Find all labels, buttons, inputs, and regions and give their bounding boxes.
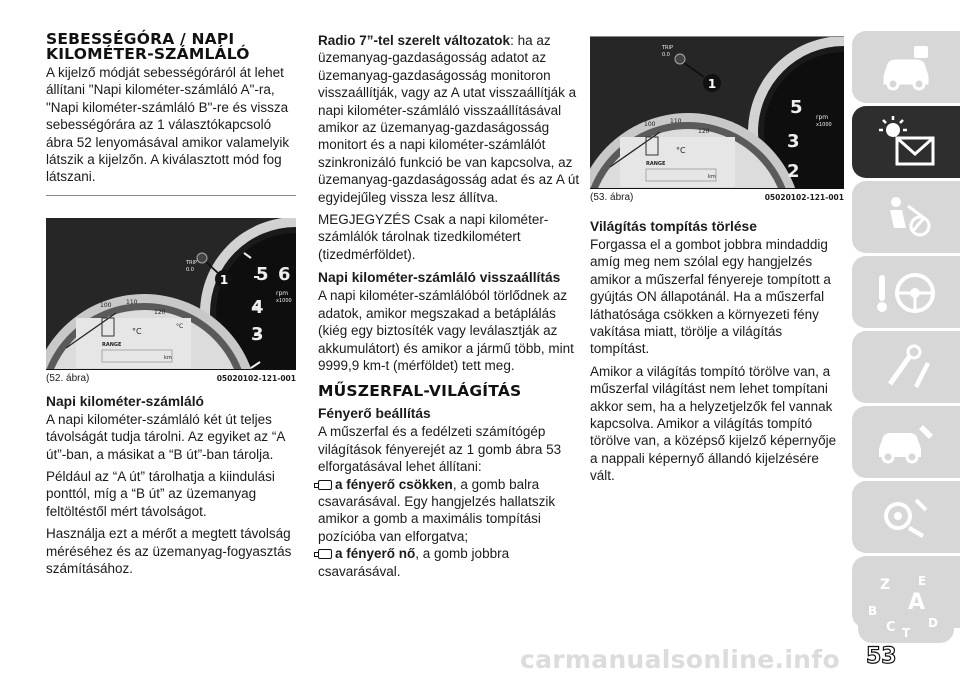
index-letter-b: B bbox=[868, 604, 878, 618]
rpm-tick-5: 5 bbox=[790, 97, 803, 118]
bullet-increase-bold: a fényerő nő bbox=[335, 546, 416, 562]
sidebar-tab-emergency[interactable] bbox=[852, 331, 960, 403]
km-label: km bbox=[708, 174, 716, 180]
temp-unit: °C bbox=[176, 322, 184, 330]
reset-heading: Napi kilométer-számláló visszaállítás bbox=[318, 270, 561, 286]
trip-paragraph-3: Használja ezt a mérőt a megtett távolság méréséhez és az üzemanyag-fogyasztás számításához. bbox=[46, 526, 292, 577]
column-2 bbox=[318, 32, 580, 580]
sidebar-tab-warning-lights[interactable] bbox=[852, 106, 960, 178]
brightness-paragraph: A műszerfal és a fedélzeti számítógép világítások fényerejét az 1 gomb ábra 53 elforgatásával lehet állítani: bbox=[318, 424, 562, 475]
instrument-cluster-illustration bbox=[46, 218, 296, 369]
figure-52-label: (52. ábra) bbox=[46, 372, 90, 384]
rpm-tick-3: 3 bbox=[251, 323, 264, 345]
bullet-decrease bbox=[318, 476, 580, 546]
chapter-sidebar bbox=[852, 31, 960, 643]
figure-52-code: 05020102-121-001 bbox=[216, 373, 296, 383]
figure-53-label: (53. ábra) bbox=[590, 192, 634, 203]
rpm-unit: x1000 bbox=[276, 297, 292, 304]
km-label: km bbox=[164, 354, 172, 361]
rpm-label: rpm bbox=[276, 289, 289, 297]
sidebar-tab-specs[interactable] bbox=[852, 481, 960, 553]
rpm-unit: x1000 bbox=[816, 122, 832, 128]
breakdown-tools-icon bbox=[876, 342, 936, 392]
range-label: RANGE bbox=[646, 161, 666, 167]
maintenance-car-icon bbox=[873, 417, 939, 467]
column-3 bbox=[590, 32, 844, 485]
trip-paragraph-2: Például az “A út” tárolhatja a kiindulási ponttól, míg a “B út” az üzemanyag feltöltéstől mért távolságot. bbox=[46, 469, 275, 519]
trip-paragraph-1: A napi kilométer-számláló két út teljes távolságát tudja tárolni. Az egyiket az “A út”-ban, a másikat a “B út”-ban tárolja. bbox=[46, 411, 285, 462]
trip-label: TRIP bbox=[186, 259, 198, 266]
rpm-tick-4: 4 bbox=[251, 296, 264, 318]
airbag-safety-icon bbox=[876, 192, 936, 242]
temp-unit-center: °C bbox=[132, 326, 142, 336]
car-info-icon bbox=[876, 42, 936, 92]
figure-53 bbox=[590, 37, 844, 188]
figure-53-code: 05020102-121-001 bbox=[764, 193, 844, 202]
sidebar-tab-car-info[interactable] bbox=[852, 31, 960, 103]
alphabetical-index-icon bbox=[858, 565, 954, 643]
instrument-bullet-icon bbox=[318, 480, 332, 490]
callout-marker: 1 bbox=[219, 272, 229, 287]
index-letter-t: T bbox=[902, 626, 911, 640]
figure-52-caption bbox=[46, 369, 296, 387]
index-letter-c: C bbox=[886, 620, 896, 635]
rpm-tick-5: 5 bbox=[256, 263, 269, 285]
section-title bbox=[46, 32, 296, 62]
warning-lights-icon bbox=[871, 114, 941, 170]
dimmer-cancel-heading: Világítás tompítás törlése bbox=[590, 219, 757, 234]
sidebar-tab-driving[interactable] bbox=[852, 256, 960, 328]
page-number: 53 bbox=[866, 644, 897, 669]
section-title-line2: KILOMÉTER-SZÁMLÁLÓ bbox=[46, 45, 250, 63]
sidebar-tab-safety[interactable] bbox=[852, 181, 960, 253]
bullet-increase-text: , a gomb jobbra csavarásával. bbox=[318, 546, 510, 579]
index-letter-d: D bbox=[928, 616, 938, 630]
temp-tick-100: 100 bbox=[644, 121, 656, 128]
column-1 bbox=[46, 32, 296, 578]
reset-paragraph: A napi kilométer-számlálóból törlődnek az adatok, amikor megszakad a betáplálás (kiég egy biztosíték vagy leválasztják az akkumulátort) és amikor a jármű több, mint 9999,9 km-t (mérföldet) tett meg. bbox=[318, 288, 574, 373]
temp-tick-100: 100 bbox=[100, 301, 112, 309]
section-title-line1: SEBESSÉGÓRA / NAPI bbox=[46, 30, 235, 48]
steering-wheel-icon bbox=[873, 267, 939, 317]
temp-tick-110: 110 bbox=[670, 118, 682, 125]
divider bbox=[46, 195, 296, 196]
radio-title: Radio 7”-tel szerelt változatok bbox=[318, 33, 511, 48]
intro-paragraph: A kijelző módját sebességóráról át lehet állítani "Napi kilométer-számláló A"-ra, "Napi kilométer-számláló B"-re és vissza sebességórára az 1 választókapcsoló ábra 52 lenyomásával amikor valamelyik látszik a kijelzőn. A kiválasztott mód fog látszani. bbox=[46, 65, 290, 185]
temp-unit-center: °C bbox=[676, 146, 686, 155]
figure-53-caption bbox=[590, 188, 844, 206]
dimmer-paragraph-1: Forgassa el a gombot jobbra mindaddig amíg meg nem szólal egy hangjelzés amikor a műszerfal fényereje tompított a gyújtás ON állapotánál. Ha a műszerfal láthatósága csökken a környezeti fény vakítása miatt, törölje a világítás tompítást. bbox=[590, 237, 831, 357]
rpm-tick-3: 3 bbox=[787, 131, 800, 152]
note-paragraph: MEGJEGYZÉS Csak a napi kilométer-számlálók tárolnak tizedkilométert (tizedmérföldet). bbox=[318, 212, 549, 262]
rpm-label: rpm bbox=[816, 114, 829, 121]
lighting-section-title bbox=[318, 384, 580, 399]
temp-tick-110: 110 bbox=[126, 298, 138, 306]
bullet-decrease-text: , a gomb balra csavarásával. Egy hangjelzés hallatszik amikor a gomb a maximális tompítási pozícióba van elforgatva; bbox=[318, 476, 556, 544]
radio-text: : ha az üzemanyag-gazdaságosság adatot az üzemanyag-gazdaságosság monitoron visszaállítják, vagy az A utat visszaállítják a napi kilométer-számláló visszaállításával amikor az üzemanyag-gazdaságosság monitort és a napi kilométer-számlálót szinkronizáló funkció be van kapcsolva, az üzemanyag-gazdaságosság adat és az A út egyidejűleg vissza lesz állítva. bbox=[318, 33, 580, 205]
dimmer-paragraph-2: Amikor a világítás tompító törölve van, a műszerfal világítást nem lehet tompítani akkor sem, ha a helyzetjelzők fel vannak kapcsolva. Amikor a világítás tompító törölve van, a középső kijelző képernyője a nappali képernyő állandó kijelzésére vált. bbox=[590, 363, 837, 484]
index-letter-a: A bbox=[908, 590, 926, 615]
radio-paragraph bbox=[318, 32, 580, 206]
sidebar-tab-index[interactable] bbox=[852, 565, 960, 643]
watermark: carmanualsonline.info bbox=[520, 645, 840, 674]
brightness-heading: Fényerő beállítás bbox=[318, 406, 431, 422]
bullet-increase bbox=[318, 545, 580, 580]
rpm-tick-2: 2 bbox=[787, 161, 800, 182]
trip-value: 0.0 bbox=[662, 52, 670, 58]
instrument-cluster-illustration bbox=[590, 37, 844, 188]
range-label: RANGE bbox=[102, 341, 122, 348]
trip-value: 0.0 bbox=[186, 266, 194, 273]
trip-label: TRIP bbox=[662, 45, 674, 51]
callout-marker: 1 bbox=[707, 77, 717, 91]
rpm-tick-6: 6 bbox=[278, 263, 291, 285]
bullet-decrease-bold: a fényerő csökken bbox=[335, 476, 453, 492]
figure-52 bbox=[46, 218, 296, 369]
index-letter-e: E bbox=[918, 574, 927, 588]
sidebar-tab-maintenance[interactable] bbox=[852, 406, 960, 478]
trip-heading: Napi kilométer-számláló bbox=[46, 393, 204, 409]
lighting-section-title-text: MŰSZERFAL-VILÁGÍTÁS bbox=[318, 382, 522, 401]
temp-tick-120: 120 bbox=[154, 308, 166, 316]
temp-tick-120: 120 bbox=[698, 128, 710, 135]
instrument-bullet-icon bbox=[318, 549, 332, 559]
specs-icon bbox=[876, 492, 936, 542]
index-letter-z: Z bbox=[880, 577, 891, 593]
